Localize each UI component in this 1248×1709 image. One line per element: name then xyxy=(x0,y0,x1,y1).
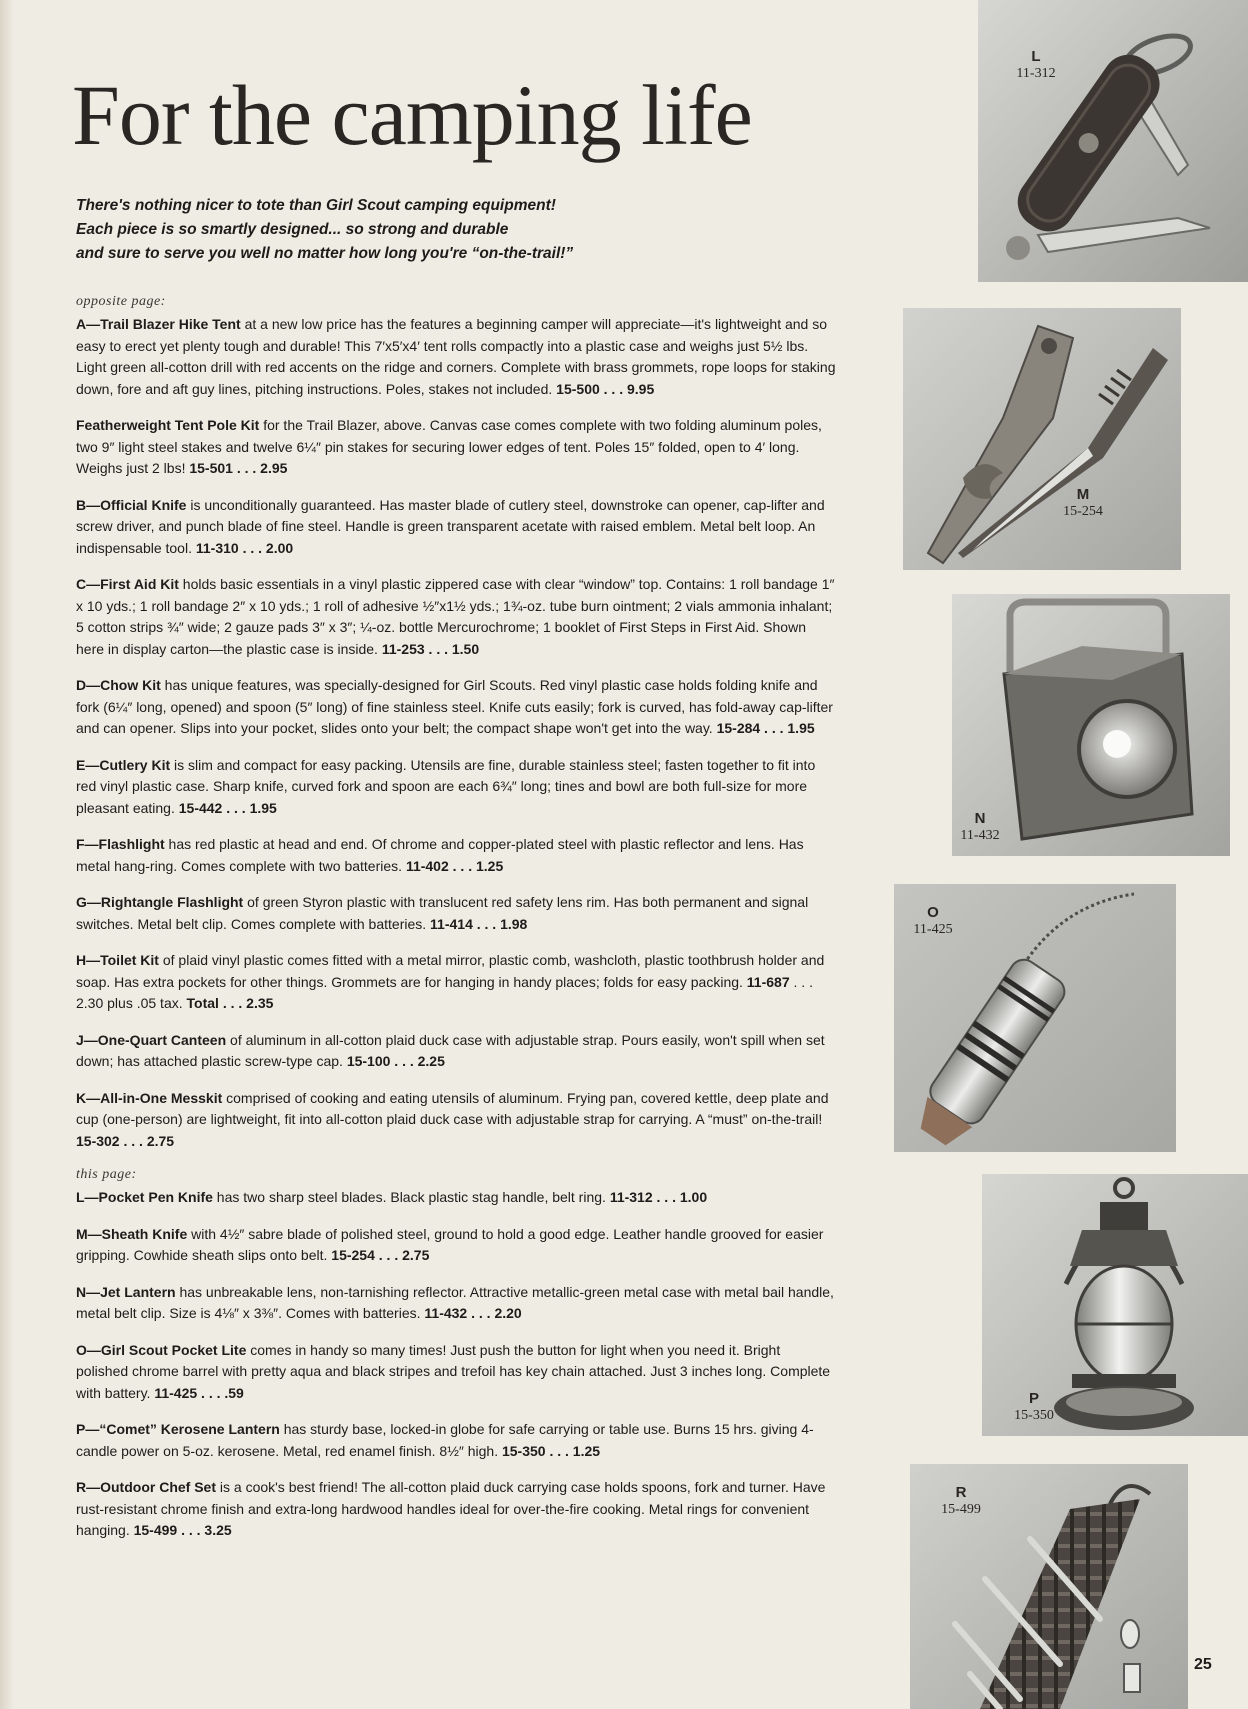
product-description: holds basic essentials in a vinyl plastic zippered case with clear “window” top. Contains: 1 roll bandage 1″ x 10 yds.; 1 roll bandage 2″ x 10 yds.; 1 roll of adhesive ½″x1½ yds.; 1¾-oz. tube burn ointment; 2 vials ammonia inhalant; 5 cotton strips ¾″ wide; 2 gauze pads 3″ x 3″; ¼-oz. bottle Mercurochrome; 1 booklet of First Steps in First Aid. Shown here in display carton—the plastic case is inside. xyxy=(76,576,835,657)
product-descriptions xyxy=(76,294,836,1557)
product-entry-tent-pole-kit xyxy=(76,415,836,480)
intro-paragraph xyxy=(76,194,776,266)
photo-label-p: P 15-350 xyxy=(1014,1390,1054,1423)
product-name: H—Toilet Kit xyxy=(76,952,159,968)
product-description: comprised of cooking and eating utensils of aluminum. Frying pan, covered kettle, deep plate and cup (one-person) are lightweight, fit into all-cotton plaid duck case with adjustable strap for carrying. A “must” on-the-trail! xyxy=(76,1089,829,1127)
product-entry-toilet-kit xyxy=(76,950,836,1015)
intro-line: There's nothing nicer to tote than Girl Scout camping equipment! xyxy=(76,197,556,214)
product-entry-rightangle-flashlight xyxy=(76,892,836,935)
product-name: J—One-Quart Canteen xyxy=(76,1031,227,1048)
product-code: 11-687 xyxy=(746,973,790,990)
product-price: 11-425 . . . .59 xyxy=(154,1384,244,1401)
product-price: 11-402 . . . 1.25 xyxy=(405,857,504,874)
product-entry-outdoor-chef-set xyxy=(76,1477,836,1542)
product-price: 11-414 . . . 1.98 xyxy=(430,915,528,932)
photo-label-m: M 15-254 xyxy=(1063,486,1103,519)
page-title: For the camping life xyxy=(72,67,752,163)
product-description: has unique features, was specially-designed for Girl Scouts. Red vinyl plastic case holds folding knife and fork (6¼″ long, opened) and spoon (5″ long) of fine stainless steel. Knife cuts easily; fork is curved, has fold-away cap-lifter and can opener. Slips into your pocket, slides onto your belt; the compact shape won't get into the way. xyxy=(76,677,833,736)
product-entry-kerosene-lantern xyxy=(76,1419,836,1462)
product-entry-chow-kit xyxy=(76,675,836,740)
product-name: O—Girl Scout Pocket Lite xyxy=(76,1341,247,1358)
product-price: 15-442 . . . 1.95 xyxy=(178,799,277,816)
product-name: A—Trail Blazer Hike Tent xyxy=(76,316,241,332)
product-entry-sheath-knife xyxy=(76,1224,836,1267)
photo-label-r: R 15-499 xyxy=(941,1484,981,1517)
opposite-page-label: opposite page: xyxy=(76,294,166,309)
photo-label-n: N 11-432 xyxy=(960,810,1000,843)
product-name: F—Flashlight xyxy=(76,836,165,852)
product-name: D—Chow Kit xyxy=(76,677,161,693)
product-name: C—First Aid Kit xyxy=(76,576,179,592)
photo-label-o: O 11-425 xyxy=(913,904,953,937)
product-price: 15-501 . . . 2.95 xyxy=(189,460,288,476)
page-number: 25 xyxy=(1194,1656,1212,1673)
product-entry-pocket-pen-knife xyxy=(76,1187,836,1209)
product-description: has sturdy base, locked-in globe for safe carrying or table use. Burns 15 hrs. giving 4-candle power on 5-oz. kerosene. Metal, red enamel finish. 8½″ high. xyxy=(76,1421,814,1459)
product-price: 15-350 . . . 1.25 xyxy=(501,1442,601,1459)
product-name: Featherweight Tent Pole Kit xyxy=(76,417,260,433)
product-description: has red plastic at head and end. Of chrome and copper-plated steel with plastic reflector and lens. Has metal hang-ring. Comes complete with two batteries. xyxy=(76,836,804,874)
product-name: E—Cutlery Kit xyxy=(76,756,171,773)
photo-label-l: L 11-312 xyxy=(1016,48,1056,81)
product-description: of plaid vinyl plastic comes fitted with a metal mirror, plastic comb, washcloth, plastic toothbrush holder and soap. Has extra pockets for other things. Grommets are for hanging in handy places; folds for easy packing. xyxy=(76,952,825,990)
product-price-total: Total . . . 2.35 xyxy=(186,995,274,1011)
product-price: 11-432 . . . 2.20 xyxy=(424,1305,522,1321)
product-entry-jet-lantern xyxy=(76,1282,836,1325)
product-entry-messkit xyxy=(76,1088,836,1153)
product-description: has two sharp steel blades. Black plastic stag handle, belt ring. xyxy=(212,1189,610,1205)
intro-line: and sure to serve you well no matter how long you're “on-the-trail!” xyxy=(76,245,574,262)
photo-pocket-pen-knife xyxy=(978,0,1248,282)
product-description: for the Trail Blazer, above. Canvas case comes complete with two folding aluminum poles, two 9″ light steel stakes and twelve 6¼″ pin stakes for securing lower edges of tent. Poles 15″ folded, open to 4′ long. Weighs just 2 lbs! xyxy=(76,417,822,476)
product-price: 11-312 . . . 1.00 xyxy=(609,1189,708,1205)
product-entry-cutlery-kit xyxy=(76,755,836,820)
product-description: at a new low price has the features a beginning camper will appreciate—it's lightweight and so easy to erect yet plenty tough and durable! This 7′x5′x4′ tent rolls compactly into a plastic case and weighs just 5½ lbs. Light green all-cotton drill with red accents on the ridge and corners. Complete with brass grommets, rope loops for staking down, fore and aft guy lines, pitching instructions. Poles, stakes not included. xyxy=(76,316,836,397)
this-page-label: this page: xyxy=(76,1167,137,1182)
product-entry-pocket-lite xyxy=(76,1340,836,1405)
product-price: 15-302 . . . 2.75 xyxy=(76,1132,175,1149)
product-description: with 4½″ sabre blade of polished steel, ground to hold a good edge. Leather handle grooved for easier gripping. Cowhide sheath slips onto belt. xyxy=(76,1225,824,1263)
product-entry-official-knife xyxy=(76,495,836,560)
product-description: is unconditionally guaranteed. Has master blade of cutlery steel, downstroke can opener, cap-lifter and screw driver, and punch blade of fine steel. Handle is green transparent acetate with raised emblem. Metal belt loop. An indispensable tool. xyxy=(76,496,825,556)
product-price-detail: . . . 2.30 plus .05 tax. xyxy=(76,973,813,1011)
product-price: 15-284 . . . 1.95 xyxy=(716,720,815,736)
product-name: L—Pocket Pen Knife xyxy=(76,1189,213,1205)
product-entry-first-aid-kit xyxy=(76,574,836,660)
product-entry-tent xyxy=(76,314,836,400)
product-description: is a cook's best friend! The all-cotton plaid duck carrying case holds spoons, fork and turner. Have rust-resistant chrome finish and extra-long hardwood handles ideal for over-the-fire cooking. Metal rings for convenient hanging. xyxy=(76,1479,826,1538)
product-description: is slim and compact for easy packing. Utensils are fine, durable stainless steel; fasten together to fit into red vinyl plastic case. Sharp knife, curved fork and spoon are each 6¾″ long; tines and bowl are both full-size for more pleasant eating. xyxy=(76,756,816,816)
product-name: K—All-in-One Messkit xyxy=(76,1089,223,1106)
product-price: 11-310 . . . 2.00 xyxy=(195,539,294,556)
product-name: P—“Comet” Kerosene Lantern xyxy=(76,1421,280,1437)
product-name: M—Sheath Knife xyxy=(76,1225,188,1242)
page-binding-edge xyxy=(0,0,14,1709)
product-description: of green Styron plastic with translucent red safety lens rim. Has both permanent and signal switches. Metal belt clip. Comes complete with batteries. xyxy=(76,894,809,932)
photo-sheath-knife xyxy=(903,308,1181,570)
product-entry-canteen xyxy=(76,1030,836,1073)
product-price: 15-500 . . . 9.95 xyxy=(556,380,655,397)
product-price: 15-254 . . . 2.75 xyxy=(331,1247,430,1263)
product-name: G—Rightangle Flashlight xyxy=(76,894,244,910)
product-price: 15-499 . . . 3.25 xyxy=(133,1522,232,1538)
product-description: comes in handy so many times! Just push the button for light when you need it. Bright polished chrome barrel with pretty aqua and black stripes and trefoil has key chain attached. Just 3 inches long. Complete with battery. xyxy=(76,1341,831,1401)
product-name: N—Jet Lantern xyxy=(76,1283,176,1300)
product-entry-flashlight xyxy=(76,834,836,877)
product-price: 11-253 . . . 1.50 xyxy=(381,640,480,657)
product-name: R—Outdoor Chef Set xyxy=(76,1479,216,1495)
product-description: has unbreakable lens, non-tarnishing reflector. Attractive metallic-green metal case with metal bail handle, metal belt clip. Size is 4⅛″ x 3⅜″. Comes with batteries. xyxy=(76,1283,834,1321)
product-price: 15-100 . . . 2.25 xyxy=(346,1053,445,1069)
product-description: of aluminum in all-cotton plaid duck case with adjustable strap. Pours easily, won't spill when set down; has attached plastic screw-type cap. xyxy=(76,1031,825,1069)
intro-line: Each piece is so smartly designed... so strong and durable xyxy=(76,221,509,238)
product-name: B—Official Knife xyxy=(76,496,187,513)
